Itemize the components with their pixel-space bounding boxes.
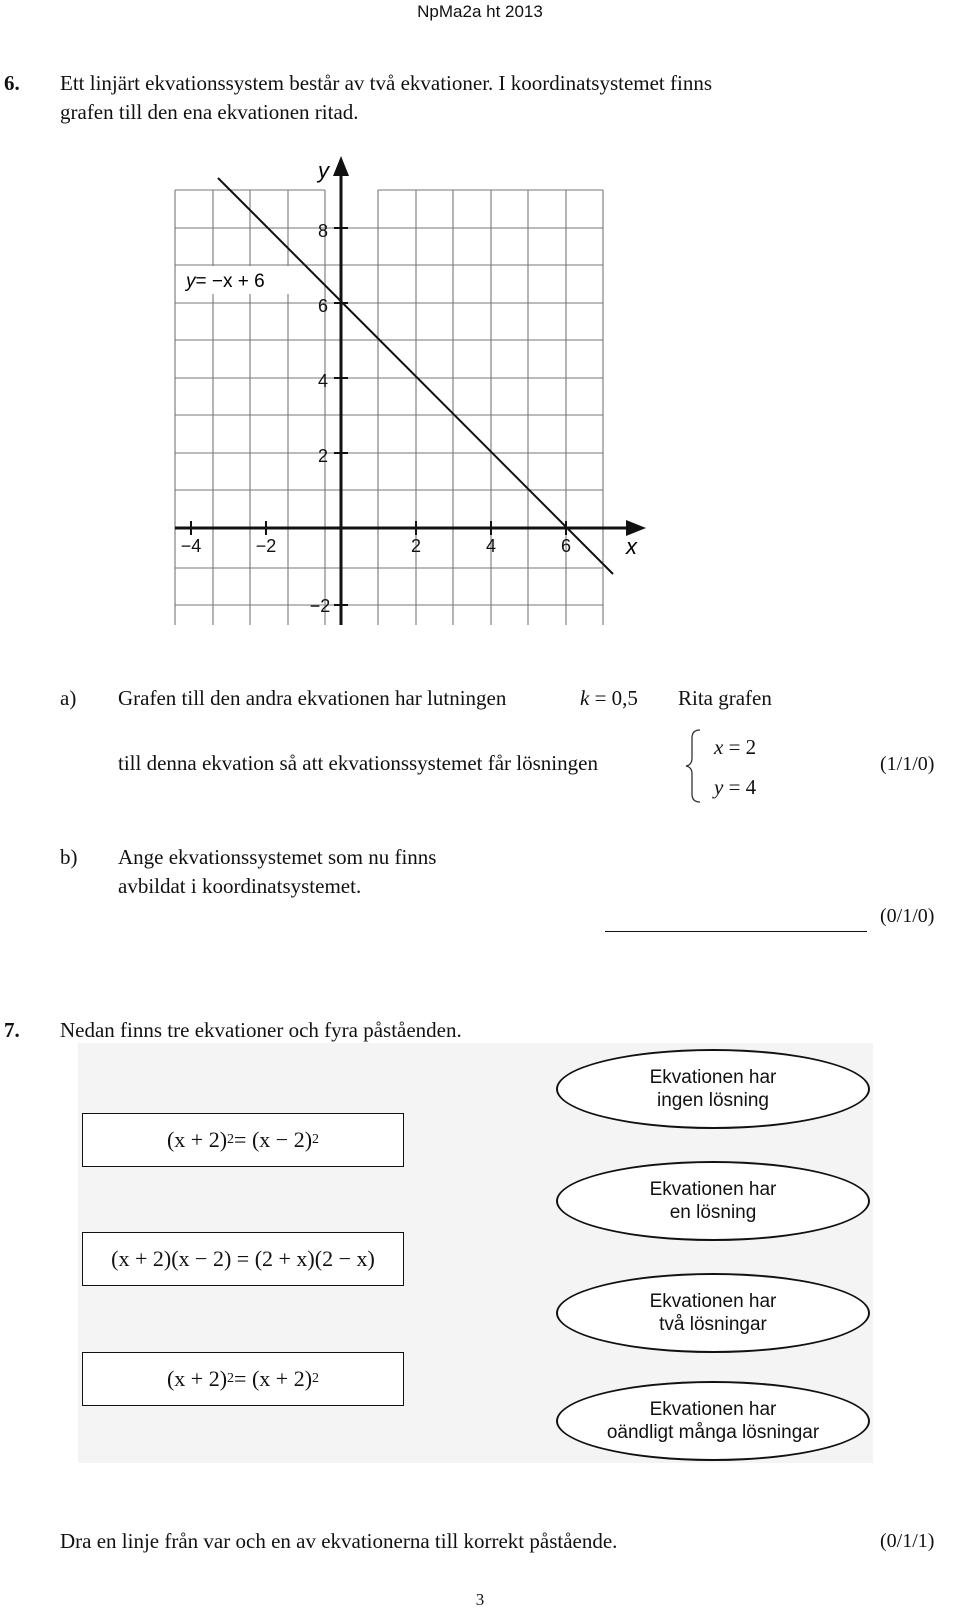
- slope-expression: [580, 684, 638, 713]
- statement-1-line2: ingen lösning: [657, 1090, 769, 1111]
- statement-2-line1: Ekvationen har: [649, 1179, 777, 1200]
- grid: [175, 190, 603, 625]
- part-a-label: a): [60, 686, 77, 710]
- part-b-label: b): [60, 845, 78, 869]
- solution-x: [714, 733, 756, 762]
- slope-value: = 0,5: [594, 686, 638, 710]
- answer-line[interactable]: [605, 931, 867, 932]
- equation-2-text: (x + 2)(x − 2) = (2 + x)(2 − x): [111, 1246, 375, 1271]
- statement-1-line1: Ekvationen har: [649, 1067, 777, 1088]
- x-tick-label: 6: [560, 536, 572, 556]
- equation-1-right: = (x − 2): [234, 1127, 313, 1152]
- y-tick-label: 2: [317, 446, 329, 466]
- part-b-score: (0/1/0): [880, 905, 935, 927]
- equation-box-1[interactable]: [82, 1113, 404, 1167]
- question-7-score: (0/1/1): [880, 1530, 935, 1552]
- page-number: 3: [475, 1590, 485, 1609]
- x-tick-label: −2: [255, 536, 277, 556]
- x-tick-label: 2: [410, 536, 422, 556]
- equation-box-2[interactable]: [82, 1232, 404, 1286]
- equation-3-exp2: 2: [312, 1371, 320, 1386]
- graph-line-label-y: y: [186, 271, 196, 292]
- equation-3-right: = (x + 2): [234, 1366, 313, 1391]
- y-tick-label: 6: [317, 296, 329, 316]
- question-6-intro-line2: grafen till den ena ekvationen ritad.: [60, 100, 359, 124]
- statement-oval-2[interactable]: [556, 1161, 870, 1241]
- solution-brace: [684, 728, 704, 804]
- y-tick-label: 4: [317, 371, 329, 391]
- equation-3-left: (x + 2): [166, 1366, 228, 1391]
- x-axis-label: x: [626, 534, 637, 559]
- equation-1-left: (x + 2): [166, 1127, 228, 1152]
- statement-oval-1[interactable]: [556, 1049, 870, 1129]
- statement-3-line2: två lösningar: [659, 1314, 767, 1335]
- y-tick-label: −2: [309, 596, 331, 616]
- statement-oval-4[interactable]: [556, 1381, 870, 1461]
- statement-2-line2: en lösning: [669, 1202, 757, 1223]
- statement-3-line1: Ekvationen har: [649, 1291, 777, 1312]
- y-tick-label: 8: [317, 221, 329, 241]
- solution-y-var: y: [714, 775, 724, 799]
- statement-oval-3[interactable]: [556, 1273, 870, 1353]
- x-tick-label: −4: [180, 536, 202, 556]
- coordinate-graph: [160, 150, 680, 640]
- question-7-instruction: Dra en linje från var och en av ekvationerna till korrekt påstående.: [60, 1529, 618, 1553]
- question-7-intro: Nedan finns tre ekvationer och fyra påståenden.: [60, 1018, 462, 1042]
- equation-1-exp1: 2: [227, 1132, 235, 1147]
- page-header: NpMa2a ht 2013: [417, 2, 543, 21]
- part-a-text-line1: Grafen till den andra ekvationen har lutningen: [118, 686, 507, 710]
- question-6-number: 6.: [4, 71, 20, 95]
- statement-4-line2: oändligt många lösningar: [606, 1422, 820, 1443]
- y-axis-label: y: [318, 158, 329, 183]
- solution-x-var: x: [714, 735, 724, 759]
- part-a-text-line1-end: Rita grafen: [678, 686, 772, 710]
- graph-line-label: [184, 271, 265, 292]
- statement-4-line1: Ekvationen har: [649, 1399, 777, 1420]
- equation-box-3[interactable]: [82, 1352, 404, 1406]
- part-a-text-line2: till denna ekvation så att ekvationssystemet får lösningen: [118, 751, 598, 775]
- part-a-score: (1/1/0): [880, 753, 935, 775]
- slope-k: k: [580, 686, 590, 710]
- y-axis-arrow: [333, 156, 349, 176]
- graph-line-label-expression: = −x + 6: [195, 271, 265, 292]
- equation-1-exp2: 2: [312, 1132, 320, 1147]
- solution-x-value: = 2: [728, 735, 757, 759]
- part-b-text-line1: Ange ekvationssystemet som nu finns: [118, 845, 437, 869]
- part-b-text-line2: avbildat i koordinatsystemet.: [118, 874, 362, 898]
- question-6-intro-line1: Ett linjärt ekvationssystem består av två ekvationer. I koordinatsystemet finns: [60, 71, 713, 95]
- solution-y-value: = 4: [728, 775, 757, 799]
- x-tick-label: 4: [485, 536, 497, 556]
- equation-3-exp1: 2: [227, 1371, 235, 1386]
- question-7-number: 7.: [4, 1018, 20, 1042]
- solution-y: [714, 773, 756, 802]
